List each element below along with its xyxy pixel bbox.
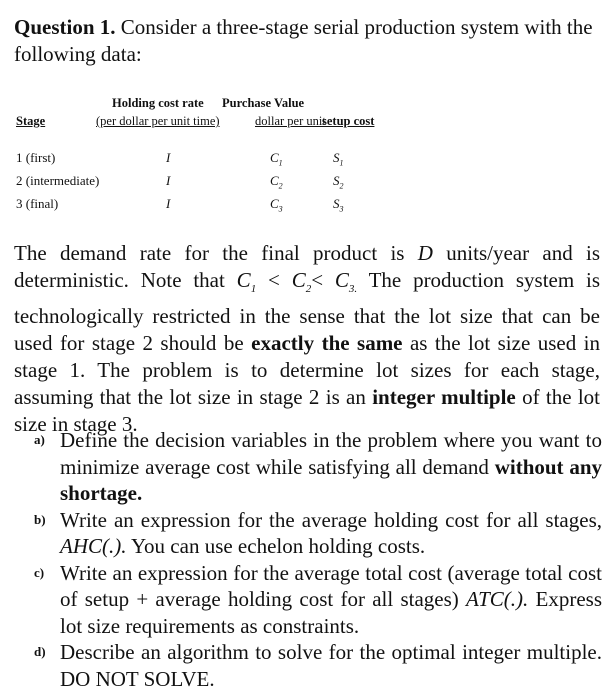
question-intro: Consider a three-stage serial production system with the following data: <box>14 15 593 66</box>
sub-question-a <box>14 427 602 507</box>
sub-questions <box>14 427 602 692</box>
ineq-lt-1: < <box>268 268 280 292</box>
setup-subscript: 2 <box>339 181 344 191</box>
purchase-subscript: 3 <box>278 204 283 214</box>
item-text-bold: without any shortage. <box>60 454 603 505</box>
item-text: Define the decision variables in the problem where you want to minimize average cost while satisfying all demand <box>60 428 602 479</box>
header-setup: setup cost <box>322 114 375 128</box>
holding-cell: I <box>166 150 171 165</box>
body-text-2: units/year and is deterministic. Note that <box>14 241 601 292</box>
setup-subscript: 1 <box>339 158 344 168</box>
holding-cell: I <box>166 173 171 188</box>
stage-cell: 2 (intermediate) <box>16 173 100 188</box>
sub-question-b <box>14 507 602 560</box>
header-holding-sub: (per dollar per unit time) <box>96 114 220 128</box>
ineq-sub-1: 1 <box>250 283 257 296</box>
setup-cell <box>333 173 344 191</box>
question-heading <box>14 14 602 68</box>
ineq-c3: C <box>334 268 349 292</box>
header-stage: Stage <box>16 114 46 128</box>
item-text: Write an expression for the average holding cost for all stages, <box>60 507 602 532</box>
sub-question-c <box>14 560 602 640</box>
setup-symbol: S <box>333 196 340 211</box>
holding-cell: I <box>166 196 171 211</box>
purchase-cell <box>270 196 283 214</box>
item-text-2: Express lot size requirements as constraints. <box>60 587 603 638</box>
setup-cell <box>333 150 344 168</box>
question-label: Question 1. <box>14 15 116 39</box>
body-text-4: as the lot size used in stage 1. The problem is to determine lot sizes for each stage, assuming that the lot size in stage 2 is an <box>14 331 601 410</box>
purchase-subscript: 1 <box>278 158 283 168</box>
setup-symbol: S <box>333 150 340 165</box>
cost-inequality <box>236 268 358 296</box>
stage-cell: 1 (first) <box>16 150 56 165</box>
purchase-symbol: C <box>270 196 279 211</box>
emphasis-exactly-same: exactly the same <box>251 331 403 356</box>
item-formula: AHC(.). <box>60 534 127 558</box>
setup-subscript: 3 <box>339 204 344 214</box>
item-formula: ATC(.). <box>466 587 529 611</box>
purchase-symbol: C <box>270 173 279 188</box>
item-label: b) <box>34 511 46 527</box>
table-row <box>0 150 610 172</box>
ineq-lt-2: < <box>311 268 324 292</box>
data-table <box>0 90 610 220</box>
table-row <box>0 173 610 195</box>
setup-symbol: S <box>333 173 340 188</box>
header-purchase-sub: dollar per unit <box>255 114 326 128</box>
demand-symbol: D <box>417 241 433 265</box>
purchase-symbol: C <box>270 150 279 165</box>
header-purchase-top: Purchase Value <box>222 96 305 110</box>
item-text: Describe an algorithm to solve for the optimal integer multiple. DO NOT SOLVE. <box>60 640 602 691</box>
body-text-5: of the lot size in stage 3. <box>14 385 601 437</box>
ineq-sub-2: 2 <box>305 283 312 296</box>
item-text: Write an expression for the average total cost (average total cost of setup + average holding cost for all stages) <box>60 560 602 611</box>
ineq-c1: C <box>236 268 251 292</box>
item-label: c) <box>34 564 45 580</box>
problem-description <box>14 240 600 438</box>
body-text-1: The demand rate for the final product is <box>14 241 405 265</box>
header-holding-top: Holding cost rate <box>112 96 204 110</box>
setup-cell <box>333 196 344 214</box>
item-text-2: You can use echelon holding costs. <box>130 534 426 558</box>
item-label: a) <box>34 432 45 447</box>
purchase-subscript: 2 <box>278 181 283 191</box>
sub-question-d <box>14 639 602 692</box>
item-label: d) <box>34 644 46 659</box>
emphasis-integer-multiple: integer multiple <box>372 385 516 410</box>
purchase-cell <box>270 150 283 168</box>
table-row <box>0 196 610 218</box>
ineq-c2: C <box>291 268 306 292</box>
body-text-3: The production system is technologically restricted in the sense that the lot size that can be used for stage 2 should be <box>14 268 601 356</box>
ineq-sub-3: 3. <box>348 283 358 296</box>
stage-cell: 3 (final) <box>16 196 59 211</box>
purchase-cell <box>270 173 283 191</box>
